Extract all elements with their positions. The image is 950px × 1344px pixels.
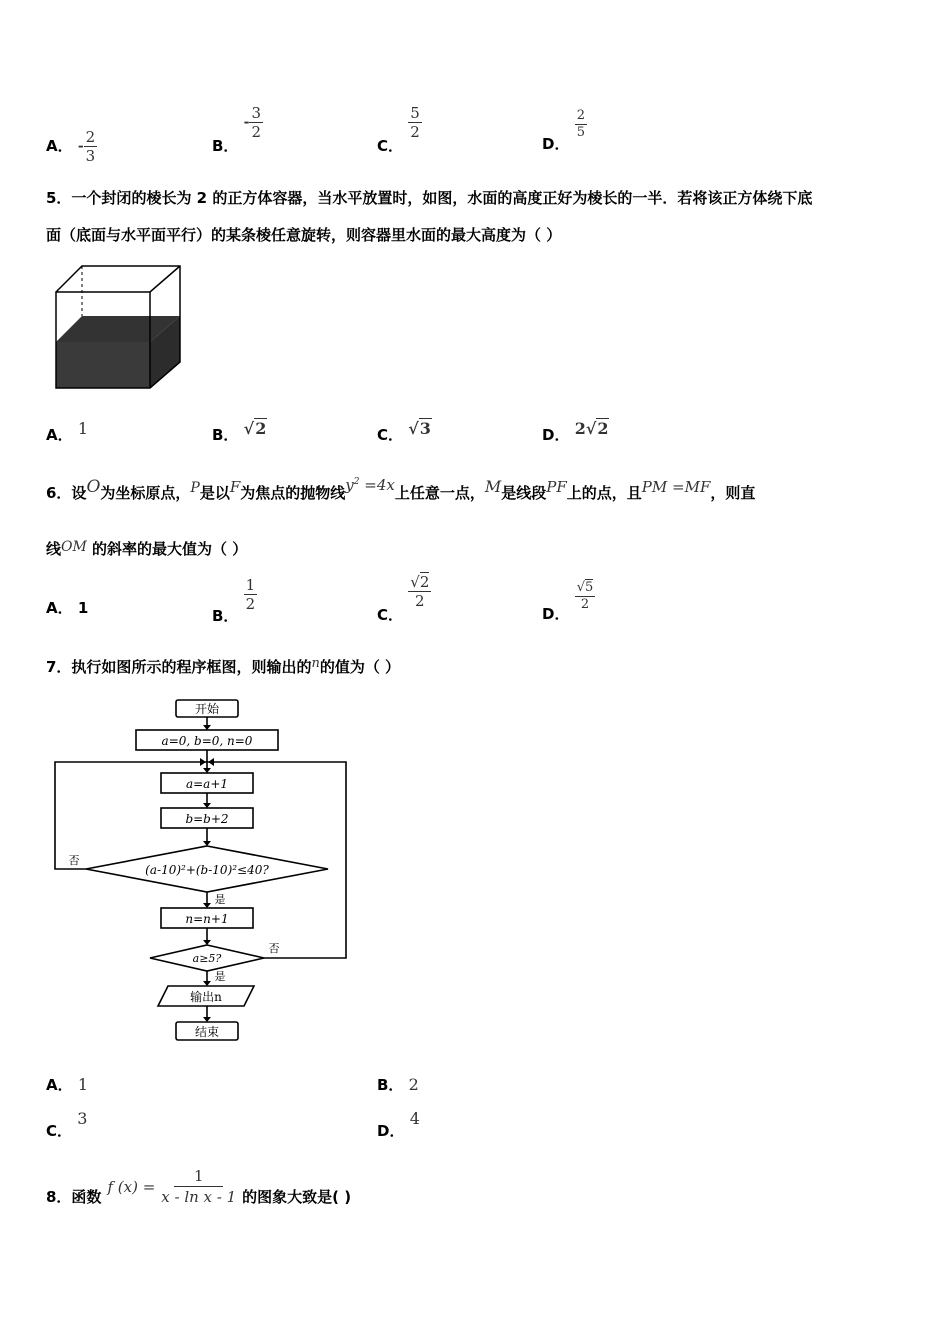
q6-option-d: D． $\frac{√5}{2}$ <box>542 580 594 623</box>
flow-start-text: 开始 <box>194 702 220 716</box>
fraction: $\frac{1}{\text{x - ln x - 1}}$ <box>161 1167 237 1206</box>
flow-yes2-label: 是 <box>214 970 226 983</box>
q5-option-a: A． 1 <box>46 419 89 444</box>
option-label: A． <box>46 137 73 155</box>
fraction: $\frac{2}{3}$ <box>85 128 96 165</box>
flow-step3-text: n=n+1 <box>185 912 229 926</box>
flow-step1-text: a=a+1 <box>185 777 229 791</box>
q5-text-line2: 面（底面与水平面平行）的某条棱任意旋转，则容器里水面的最大高度为（ ） <box>46 226 562 244</box>
cube-water-figure <box>50 262 190 396</box>
flow-no1-label: 否 <box>68 854 80 867</box>
option-label: D． <box>542 135 570 153</box>
sqrt-expr: 2√2 <box>574 419 609 438</box>
q6-text-line1: 6．设O为坐标原点，P是以F为焦点的抛物线$y^2 =4x$上任意一点，M是线段PF上的点，且PM =MF，则直 <box>46 476 756 502</box>
q7-option-a: A． 1 <box>46 1075 89 1094</box>
q6-text-line2: 线OM 的斜率的最大值为（ ） <box>46 539 248 558</box>
q7-text: 7．执行如图所示的程序框图，则输出的n的值为（ ） <box>46 656 401 676</box>
q7-option-d: D． 4 <box>377 1109 420 1140</box>
q5-option-d: D． 2√2 <box>542 419 609 444</box>
option-label: C． <box>377 137 404 155</box>
fraction: $\frac{√5}{2}$ <box>576 580 594 612</box>
q4-option-d <box>542 108 587 153</box>
water-front <box>56 342 150 388</box>
q4-option-a: A． - $\frac{2}{3}$ <box>46 128 96 165</box>
q6-option-b: B． $\frac{1}{2}$ <box>212 576 256 625</box>
flow-output-text: 输出n <box>190 990 222 1004</box>
flowchart <box>50 696 355 1046</box>
fraction: $\frac{√2}{2}$ <box>410 573 430 610</box>
q5-text-line1: 5．一个封闭的棱长为 2 的正方体容器，当水平放置时，如图，水面的高度正好为棱长的一半．若将该正方体绕下底 <box>46 189 813 207</box>
flow-step2-text: b=b+2 <box>185 812 229 826</box>
sqrt-expr: √2 <box>243 419 267 438</box>
q4-option-b: B． - $\frac{3}{2}$ <box>212 104 262 155</box>
q7-option-c: C． 3 <box>46 1109 88 1140</box>
flow-yes1-label: 是 <box>214 893 226 906</box>
q5-option-c: C． √3 <box>377 419 431 444</box>
q4-option-c <box>377 104 422 155</box>
fraction: $\frac{2}{5}$ <box>576 108 585 140</box>
q6-option-a: A． 1 <box>46 599 89 617</box>
flow-no2-label: 否 <box>268 942 280 955</box>
flow-cond1-text: (a-10)²+(b-10)²≤40? <box>145 863 269 877</box>
fraction: $\frac{1}{2}$ <box>245 576 256 613</box>
q6-option-c: C． $\frac{√2}{2}$ <box>377 573 430 624</box>
sqrt-expr: √3 <box>408 419 431 438</box>
flow-cond2-text: a≥5? <box>192 952 222 965</box>
q8-text: 8．函数 f (x) = $\frac{1}{\text{x - ln x - 1}}$ 的图象大致是( ) <box>46 1167 352 1206</box>
fraction: $\frac{3}{2}$ <box>251 104 262 141</box>
fraction: $\frac{5}{2}$ <box>410 104 420 141</box>
q7-option-b: B． 2 <box>377 1075 419 1094</box>
flow-end-text: 结束 <box>194 1025 220 1039</box>
option-label: B． <box>212 137 239 155</box>
flow-init-text: a=0, b=0, n=0 <box>161 734 253 748</box>
q5-option-b: B． √2 <box>212 419 267 444</box>
